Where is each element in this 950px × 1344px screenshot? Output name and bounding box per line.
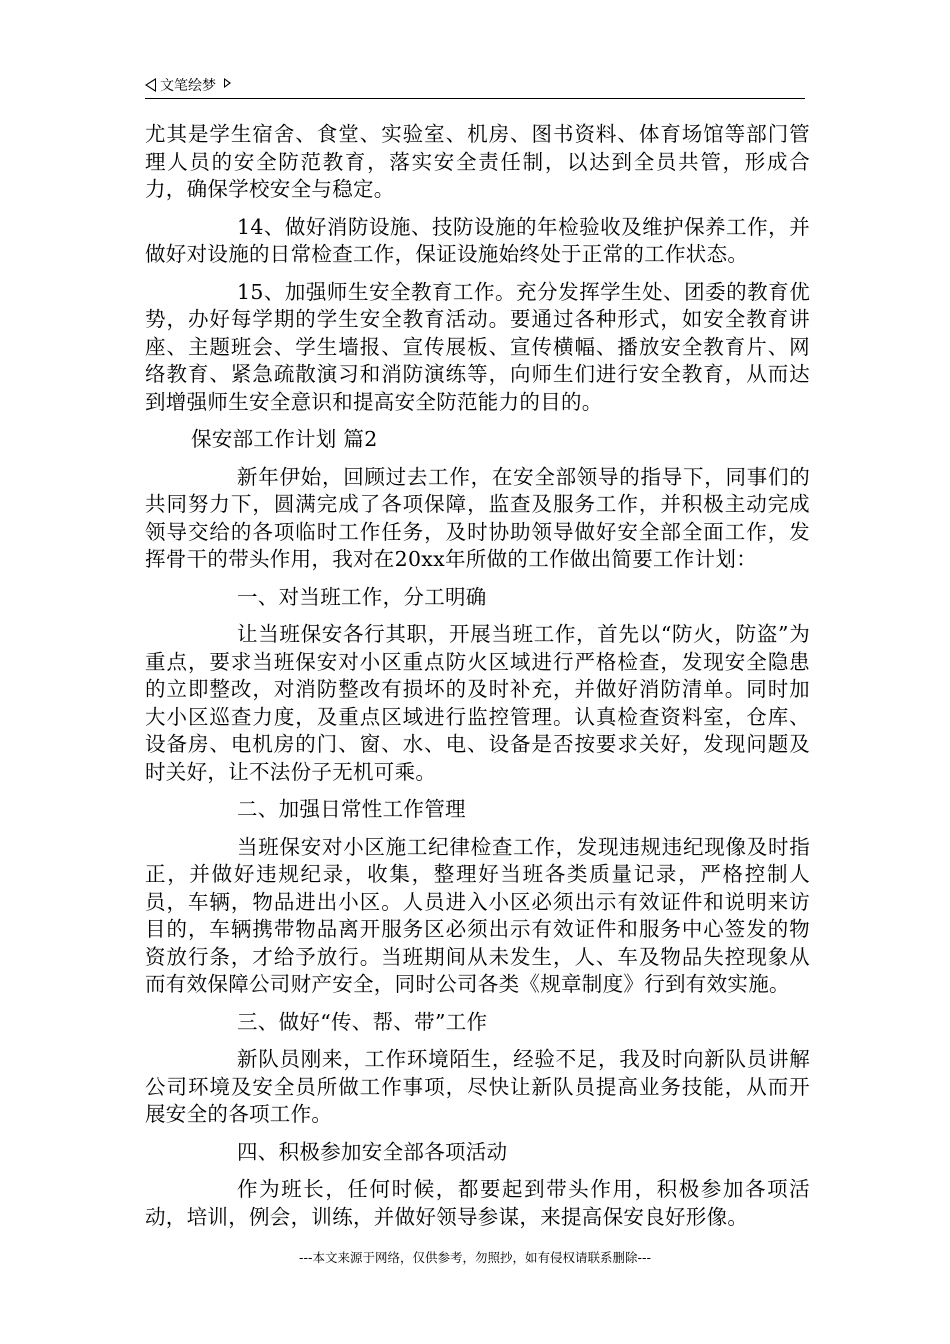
paragraph: 尤其是学生宿舍、食堂、实验室、机房、图书资料、体育场馆等部门管理人员的安全防范教育，落实安全责任制，以达到全员共管，形成合力，确保学校安全与稳定。 <box>145 122 810 201</box>
paragraph: 作为班长，任何时候，都要起到带头作用，积极参加各项活动，培训，例会，训练，并做好领导参谋，来提高保安良好形像。 <box>145 1177 810 1229</box>
left-triangle-icon <box>145 78 156 92</box>
subsection-heading: 四、积极参加安全部各项活动 <box>237 1139 508 1164</box>
paragraph: 当班保安对小区施工纪律检查工作，发现违规违纪现像及时指正，并做好违规纪录，收集，整理好当班各类质量记录，严格控制人员，车辆，物品进出小区。人员进入小区必须出示有效证件和说明来访目的，车辆携带物品离开服务区必须出示有效证件和服务中心签发的物资放行条，才给予放行。当班期间从未发生，人、车及物品失控现象从而有效保障公司财产安全，同时公司各类《规章制度》行到有效实施。 <box>145 834 810 996</box>
subsection-heading: 三、做好“传、帮、带”工作 <box>237 1009 488 1034</box>
right-triangle-icon <box>224 78 231 88</box>
paragraph: 15、加强师生安全教育工作。充分发挥学生处、团委的教育优势，办好每学期的学生安全教育活动。要通过各种形式，如安全教育讲座、主题班会、学生墙报、宣传展板、宣传横幅、播放安全教育片、网络教育、紧急疏散演习和消防演练等，向师生们进行安全教育，从而达到增强师生安全意识和提高安全防范能力的目的。 <box>145 279 810 414</box>
paragraph: 新队员刚来，工作环境陌生，经验不足，我及时向新队员讲解公司环境及安全员所做工作事项，尽快让新队员提高业务技能，从而开展安全的各项工作。 <box>145 1047 810 1126</box>
paragraph: 14、做好消防设施、技防设施的年检验收及维护保养工作，并做好对设施的日常检查工作，保证设施始终处于正常的工作状态。 <box>145 214 810 266</box>
brand-label: 文笔绘梦 <box>160 78 216 94</box>
paragraph: 新年伊始，回顾过去工作，在安全部领导的指导下，同事们的共同努力下，圆满完成了各项保障，监查及服务工作，并积极主动完成领导交给的各项临时工作任务，及时协助领导做好安全部全面工作，发挥骨干的带头作用，我对在20xx年所做的工作做出简要工作计划： <box>145 464 810 571</box>
paragraph: 让当班保安各行其职，开展当班工作，首先以“防火，防盗”为重点，要求当班保安对小区重点防火区域进行严格检查，发现安全隐患的立即整改，对消防整改有损坏的及时补充，并做好消防清单。同时加大小区巡查力度，及重点区域进行监控管理。认真检查资料室，仓库、设备房、电机房的门、窗、水、电、设备是否按要求关好，发现问题及时关好，让不法份子无机可乘。 <box>145 622 810 784</box>
page-header <box>145 72 805 99</box>
section-title: 保安部工作计划 篇2 <box>191 427 378 451</box>
subsection-heading: 二、加强日常性工作管理 <box>237 797 466 821</box>
footer-notice: ---本文来源于网络，仅供参考，勿照抄，如有侵权请联系删除--- <box>298 1250 652 1265</box>
brand <box>145 75 231 95</box>
subsection-heading: 一、对当班工作，分工明确 <box>237 584 487 609</box>
document-body <box>145 121 810 1241</box>
